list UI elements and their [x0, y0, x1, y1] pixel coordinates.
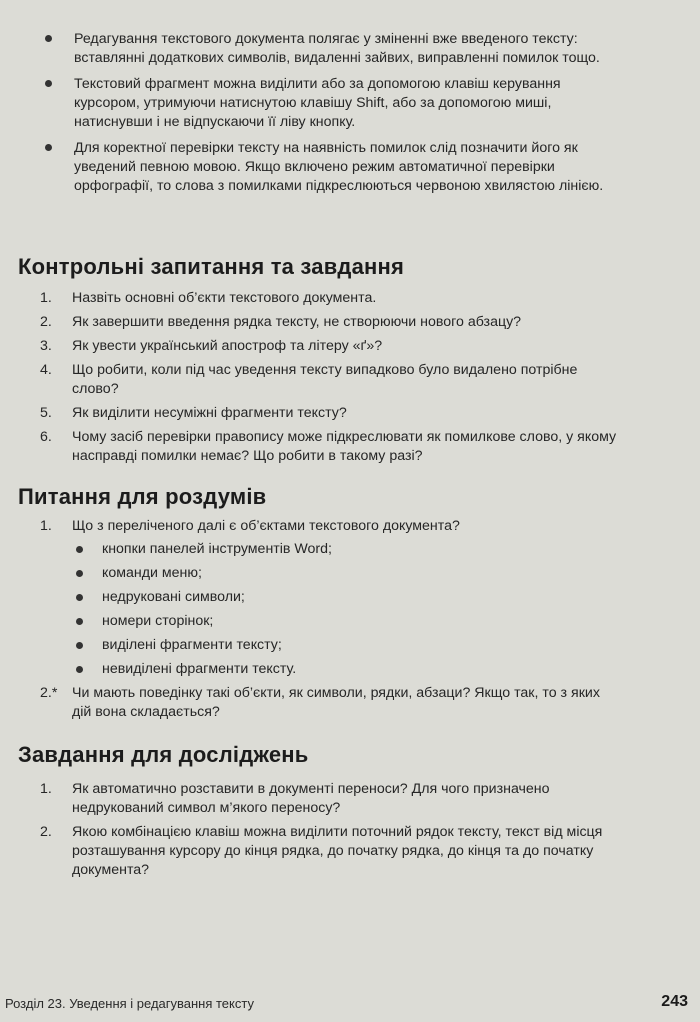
bullet-icon — [76, 546, 83, 553]
option-item: невиділені фрагменти тексту. — [72, 660, 620, 679]
option-item: команди меню; — [72, 564, 620, 583]
bullet-icon — [45, 144, 52, 151]
question-item: 1. Що з переліченого далі є об’єктами текстового документа? кнопки панелей інструментів Word; команди меню; недруковані символи; номери сторінок; виділені фрагменти тексту; невиділені фрагменти тексту. — [40, 517, 620, 679]
question-item: 1. Як автоматично розставити в документі переноси? Для чого призначено недрукований символ м’якого переносу? — [40, 781, 550, 816]
bullet-icon — [76, 666, 83, 673]
summary-bullet: Текстовий фрагмент можна виділити або за допомогою клавіш керування курсором, утримуючи натиснутою клавішу Shift, або за допомогою миші, натиснувши і не відпускаючи її ліву кнопку. — [40, 75, 620, 132]
chapter-title: Розділ 23. Уведення і редагування тексту — [5, 996, 254, 1011]
option-item: виділені фрагменти тексту; — [72, 636, 620, 655]
bullet-icon — [76, 594, 83, 601]
bullet-icon — [45, 80, 52, 87]
question-item: 2. Як завершити введення рядка тексту, не створюючи нового абзацу? — [40, 314, 522, 330]
option-item: кнопки панелей інструментів Word; — [72, 540, 620, 559]
summary-bullet: Редагування текстового документа полягає у зміненні вже введеного тексту: вставлянні додаткових символів, видаленні зайвих, виправленні помилок тощо. — [40, 30, 620, 68]
bullet-icon — [76, 618, 83, 625]
options-list — [72, 540, 620, 679]
question-item: 5. Як виділити несуміжні фрагменти тексту? — [40, 405, 347, 421]
question-item: 6. Чому засіб перевірки правопису може підкреслювати як помилкове слово, у якому насправді помилки немає? Що робити в такому разі? — [40, 429, 617, 464]
question-item: 3. Як увести український апостроф та літеру «ґ»? — [40, 338, 383, 354]
question-item: 2. Якою комбінацією клавіш можна виділити поточний рядок тексту, текст від місця розташування курсору до кінця рядка, до початку рядка, до кінця та до початку документа? — [40, 824, 603, 878]
control-questions-list — [40, 289, 620, 471]
page-footer — [0, 993, 700, 1018]
research-list — [40, 780, 620, 885]
option-item: номери сторінок; — [72, 612, 620, 631]
reflection-list — [40, 517, 620, 727]
question-item: 2.* Чи мають поведінку такі об’єкти, як символи, рядки, абзаци? Якщо так, то з яких дій вона складається? — [40, 685, 600, 720]
option-item: недруковані символи; — [72, 588, 620, 607]
control-questions-heading: Контрольні запитання та завдання — [18, 254, 405, 279]
bullet-icon — [76, 642, 83, 649]
question-item: 4. Що робити, коли під час уведення тексту випадково було видалено потрібне слово? — [40, 362, 578, 397]
page-number: 243 — [661, 993, 688, 1010]
summary-bullets — [40, 30, 620, 203]
question-item: 1. Назвіть основні об’єкти текстового документа. — [40, 290, 377, 306]
summary-bullet: Для коректної перевірки тексту на наявність помилок слід позначити його як уведений певною мовою. Якщо включено режим автоматичної перевірки орфографії, то слова з помилками підкреслюються червоною хвилястою лінією. — [40, 139, 620, 196]
research-heading: Завдання для досліджень — [18, 742, 309, 767]
bullet-icon — [76, 570, 83, 577]
reflection-heading: Питання для роздумів — [18, 484, 267, 509]
bullet-icon — [45, 35, 52, 42]
